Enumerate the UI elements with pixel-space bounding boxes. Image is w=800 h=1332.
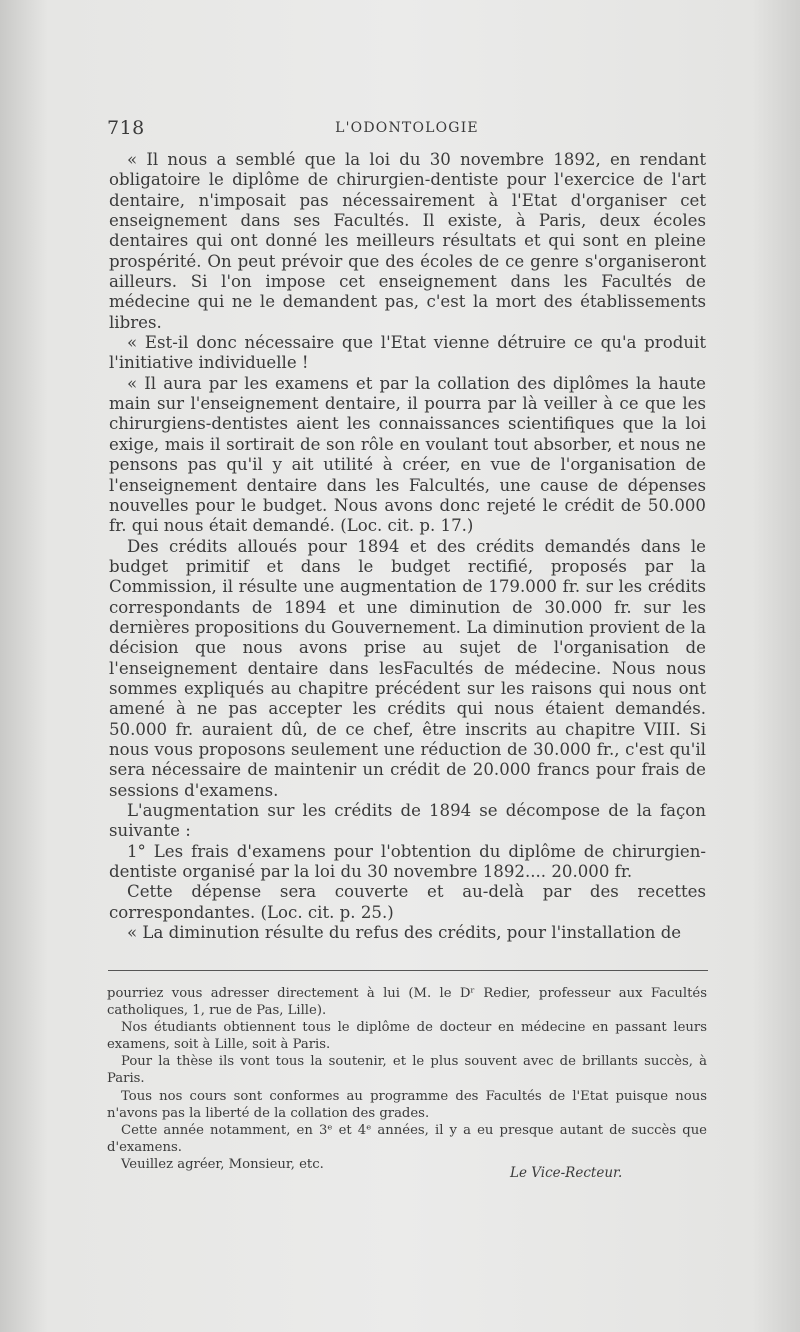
footnote-line: Veuillez agréer, Monsieur, etc. [121,1156,324,1172]
footnote-line: Nos étudiants obtiennent tous le diplôme de docteur en médecine en passant leurs examens, soit à Lille, soit à Paris. [107,1020,707,1053]
footnote-rule [108,970,708,971]
footnote-line: Pour la thèse ils vont tous la soutenir, et le plus souvent avec de brillants succès, à Paris. [107,1054,707,1087]
paragraph: « La diminution résulte du refus des crédits, pour l'installation de [127,923,682,943]
signature: Le Vice-Recteur. [510,1165,623,1181]
page-number: 718 [107,117,145,139]
paragraph: L'augmentation sur les crédits de 1894 se décompose de la façon suivante : [109,801,706,841]
main-text [109,150,706,943]
paragraph: Des crédits alloués pour 1894 et des crédits demandés dans le budget primitif et dans le budget rectifié, proposés par la Commission, il résulte une augmentation de 179.000 fr. sur les crédits correspondants de 1894 et une diminution de 30.000 fr. sur les dernières propositions du Gouvernement. La diminution provient de la décision que nous avons prise au sujet de l'organisation de l'enseignement dentaire dans lesFacultés de médecine. Nous nous sommes expliqués au chapitre précédent sur les raisons qui nous ont amené à ne pas accepter les crédits qui nous étaient demandés. 50.000 fr. auraient dû, de ce chef, être inscrits au chapitre VIII. Si nous vous proposons seulement une réduction de 30.000 fr., c'est qu'il sera nécessaire de maintenir un crédit de 20.000 francs pour frais de sessions d'examens. [109,536,706,800]
footnote-line: Cette année notamment, en 3ᵉ et 4ᵉ années, il y a eu presque autant de succès que d'examens. [107,1122,707,1155]
paragraph: Cette dépense sera couverte et au-delà par des recettes correspondantes. (Loc. cit. p. 25.) [109,882,706,922]
paragraph: 1° Les frais d'examens pour l'obtention du diplôme de chirurgien-dentiste organisé par la loi du 30 novembre 1892.... 20.000 fr. [109,841,706,882]
page-header [107,117,707,141]
running-title: L'ODONTOLOGIE [335,120,479,136]
footnote-line: pourriez vous adresser directement à lui (M. le Dʳ Redier, professeur aux Facultés catholiques, 1, rue de Pas, Lille). [107,986,707,1019]
paragraph: « Il nous a semblé que la loi du 30 novembre 1892, en rendant obligatoire le diplôme de chirurgien-dentiste pour l'exercice de l'art dentaire, n'imposait pas nécessairement à l'Etat d'organiser cet enseignement dans ses Facultés. Il existe, à Paris, deux écoles dentaires qui ont donné les meilleurs résultats et qui sont en pleine prospérité. On peut prévoir que des écoles de ce genre s'organiseront ailleurs. Si l'on impose cet enseignement dans les Facultés de médecine qui ne le demandent pas, c'est la mort des établissements libres. [109,150,706,332]
footnote-line: Tous nos cours sont conformes au programme des Facultés de l'Etat puisque nous n'avons pas la liberté de la collation des grades. [107,1088,707,1121]
footnotes [107,985,707,1173]
paragraph: « Il aura par les examens et par la collation des diplômes la haute main sur l'enseignement dentaire, il pourra par là veiller à ce que les chirurgiens-dentistes aient les connaissances scientifiques que la loi exige, mais il sortirait de son rôle en voulant tout absorber, et nous ne pensons pas qu'il y ait utilité à créer, en vue de l'organisation de l'enseignement dentaire dans les Falcultés, une cause de dépenses nouvelles pour le budget. Nous avons donc rejeté le crédit de 50.000 fr. qui nous était demandé. (Loc. cit. p. 17.) [109,373,706,536]
paragraph: « Est-il donc nécessaire que l'Etat vienne détruire ce qu'a produit l'initiative individuelle ! [109,333,706,373]
